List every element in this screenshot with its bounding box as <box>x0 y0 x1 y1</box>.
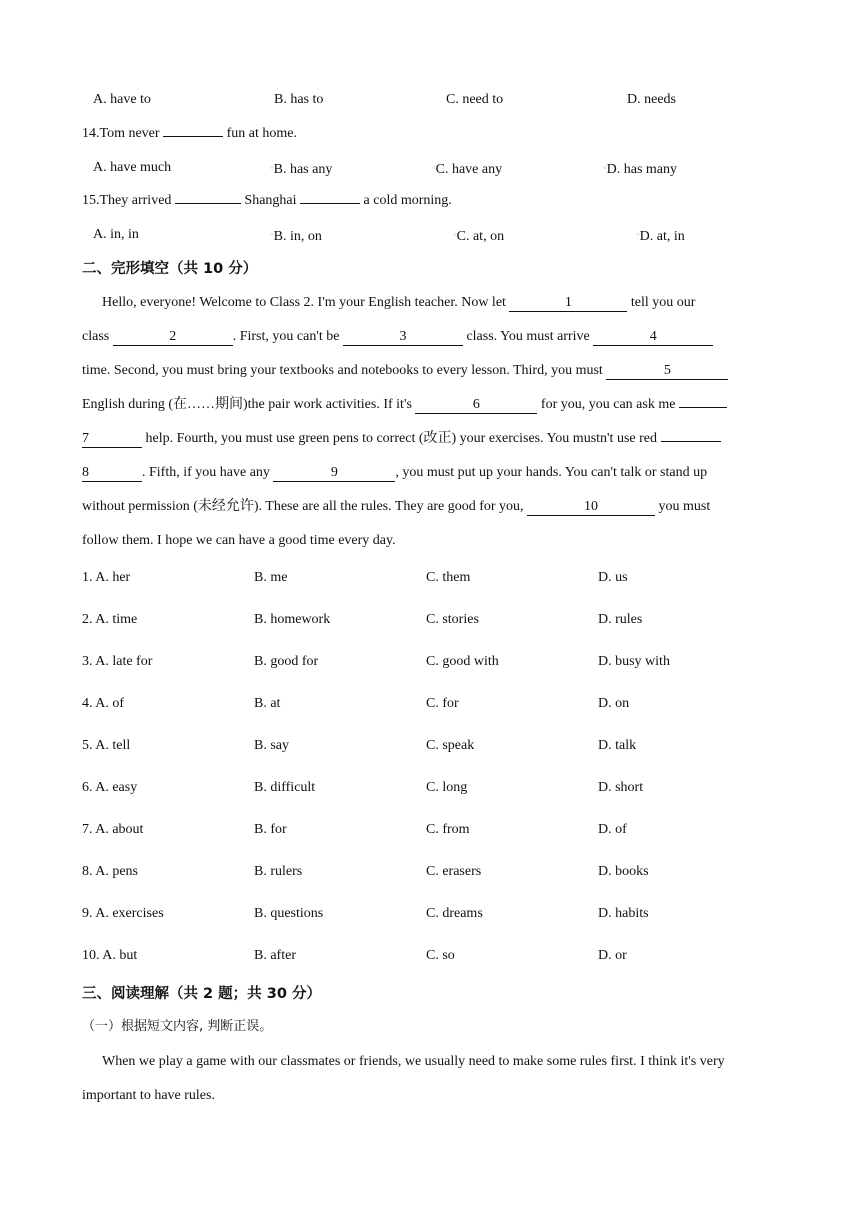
passage-text: English during (在……期间)the pair work activities. If it's <box>82 397 416 412</box>
cloze-option-9-b: B. questions <box>254 906 324 921</box>
cloze-option-5-d: D. talk <box>598 738 637 753</box>
passage-text: class <box>82 329 113 344</box>
cloze-blank-8-start <box>661 441 721 442</box>
q15-option-c-text: C. at, on <box>456 229 505 244</box>
q14-blank <box>163 136 223 137</box>
q15-blank-1 <box>175 203 241 204</box>
cloze-option-6-a: 6. A. easy <box>82 780 138 795</box>
radio-mark-icon: ○ <box>603 165 607 171</box>
cloze-option-9-d: D. habits <box>598 906 649 921</box>
cloze-option-1-b: B. me <box>254 570 288 585</box>
cloze-option-4-c: C. for <box>426 696 459 711</box>
cloze-option-8-b: B. rulers <box>254 864 303 879</box>
passage-text: tell you our <box>627 295 696 310</box>
passage-line-7 <box>82 498 782 516</box>
section-3-subtitle: （一）根据短文内容, 判断正误。 <box>82 1019 273 1034</box>
passage-line-2 <box>82 328 782 346</box>
cloze-option-2-b: B. homework <box>254 612 331 627</box>
radio-mark-icon: ○ <box>270 232 274 238</box>
q14-option-a: A. have much <box>93 160 172 175</box>
cloze-option-5-b: B. say <box>254 738 289 753</box>
q15-blank-2 <box>300 203 360 204</box>
cloze-option-3-c: C. good with <box>426 654 499 669</box>
q15-option-a: A. in, in <box>93 227 139 242</box>
passage-text: help. Fourth, you must use green pens to correct (改正) your exercises. You mustn't use red <box>142 431 661 446</box>
passage-line-5 <box>82 430 782 448</box>
radio-mark-icon: ○ <box>270 165 274 171</box>
q14-stem-before: 14.Tom never <box>82 126 164 141</box>
cloze-option-3-d: D. busy with <box>598 654 670 669</box>
q13-option-d: D. needs <box>627 92 676 107</box>
radio-mark-icon: ○ <box>636 232 640 238</box>
passage-text: Hello, everyone! Welcome to Class 2. I'm your English teacher. Now let <box>102 295 510 310</box>
cloze-blank-7-start <box>679 407 727 408</box>
q15-option-d <box>636 226 685 246</box>
q15-stem <box>82 192 452 210</box>
q14-option-c-text: C. have any <box>435 162 503 177</box>
q14-option-d-text: D. has many <box>606 162 678 177</box>
cloze-blank-3[interactable]: 3 <box>343 329 463 346</box>
cloze-blank-2[interactable]: 2 <box>113 329 233 346</box>
q13-option-b: B. has to <box>274 92 324 107</box>
cloze-option-6-c: C. long <box>426 780 468 795</box>
cloze-option-3-b: B. good for <box>254 654 319 669</box>
passage-line-1 <box>102 294 802 312</box>
cloze-option-1-a: 1. A. her <box>82 570 131 585</box>
cloze-option-2-c: C. stories <box>426 612 479 627</box>
passage-line-4 <box>82 396 782 414</box>
q15-option-b <box>270 226 322 246</box>
cloze-option-4-d: D. on <box>598 696 630 711</box>
cloze-option-9-a: 9. A. exercises <box>82 906 164 921</box>
cloze-blank-9[interactable]: 9 <box>273 465 395 482</box>
cloze-blank-7[interactable]: 7 <box>82 431 142 448</box>
cloze-option-10-c: C. so <box>426 948 455 963</box>
cloze-option-7-d: D. of <box>598 822 627 837</box>
cloze-option-10-b: B. after <box>254 948 296 963</box>
radio-mark-icon: ○ <box>453 232 457 238</box>
passage-line-3 <box>82 362 782 380</box>
q14-option-b-text: B. has any <box>273 162 333 177</box>
section-3-heading: 三、阅读理解（共 2 题；共 30 分） <box>82 986 321 1002</box>
passage-text: you must <box>655 499 711 514</box>
passage-text: class. You must arrive <box>462 329 594 344</box>
cloze-option-1-d: D. us <box>598 570 628 585</box>
cloze-option-7-c: C. from <box>426 822 470 837</box>
passage-line-6 <box>82 464 782 482</box>
cloze-blank-10[interactable]: 10 <box>527 499 655 516</box>
q15-stem-b: Shanghai <box>240 193 301 208</box>
cloze-option-8-a: 8. A. pens <box>82 864 138 879</box>
cloze-blank-5[interactable]: 5 <box>606 363 728 380</box>
q15-stem-c: a cold morning. <box>360 193 452 208</box>
cloze-option-4-b: B. at <box>254 696 281 711</box>
q15-option-d-text: D. at, in <box>639 229 685 244</box>
q15-option-b-text: B. in, on <box>273 229 322 244</box>
cloze-option-8-c: C. erasers <box>426 864 482 879</box>
passage-text: . First, you can't be <box>232 329 343 344</box>
passage-line-8: follow them. I hope we can have a good time every day. <box>82 533 396 548</box>
cloze-option-5-c: C. speak <box>426 738 475 753</box>
radio-mark-icon: ○ <box>432 165 436 171</box>
passage-text: for you, you can ask me <box>537 397 679 412</box>
cloze-option-2-a: 2. A. time <box>82 612 138 627</box>
q14-stem-after: fun at home. <box>223 126 297 141</box>
cloze-option-9-c: C. dreams <box>426 906 483 921</box>
cloze-option-5-a: 5. A. tell <box>82 738 131 753</box>
q14-option-c <box>432 159 502 179</box>
q14-option-b <box>270 159 332 179</box>
q14-stem <box>82 125 297 143</box>
cloze-blank-8[interactable]: 8 <box>82 465 142 482</box>
cloze-option-7-b: B. for <box>254 822 287 837</box>
cloze-option-7-a: 7. A. about <box>82 822 144 837</box>
cloze-option-1-c: C. them <box>426 570 471 585</box>
q13-option-c: C. need to <box>446 92 504 107</box>
q13-option-a: A. have to <box>93 92 151 107</box>
q15-option-c <box>453 226 504 246</box>
cloze-option-10-a: 10. A. but <box>82 948 138 963</box>
passage-text: without permission (未经允许). These are all the rules. They are good for you, <box>82 499 528 514</box>
cloze-option-4-a: 4. A. of <box>82 696 124 711</box>
cloze-option-6-d: D. short <box>598 780 644 795</box>
cloze-option-2-d: D. rules <box>598 612 643 627</box>
cloze-blank-4[interactable]: 4 <box>593 329 713 346</box>
reading-passage-line-1: When we play a game with our classmates or friends, we usually need to make some rules first. I think it's very <box>102 1054 725 1069</box>
cloze-option-6-b: B. difficult <box>254 780 316 795</box>
cloze-option-10-d: D. or <box>598 948 627 963</box>
section-2-heading: 二、完形填空（共 10 分） <box>82 261 258 277</box>
q14-option-d <box>603 159 677 179</box>
cloze-blank-1[interactable]: 1 <box>509 295 627 312</box>
passage-text: time. Second, you must bring your textbooks and notebooks to every lesson. Third, you must <box>82 363 607 378</box>
cloze-option-3-a: 3. A. late for <box>82 654 153 669</box>
q15-stem-a: 15.They arrived <box>82 193 175 208</box>
cloze-option-8-d: D. books <box>598 864 649 879</box>
passage-text: , you must put up your hands. You can't talk or stand up <box>395 465 708 480</box>
cloze-blank-6[interactable]: 6 <box>415 397 537 414</box>
passage-text: . Fifth, if you have any <box>142 465 274 480</box>
reading-passage-line-2: important to have rules. <box>82 1088 215 1103</box>
